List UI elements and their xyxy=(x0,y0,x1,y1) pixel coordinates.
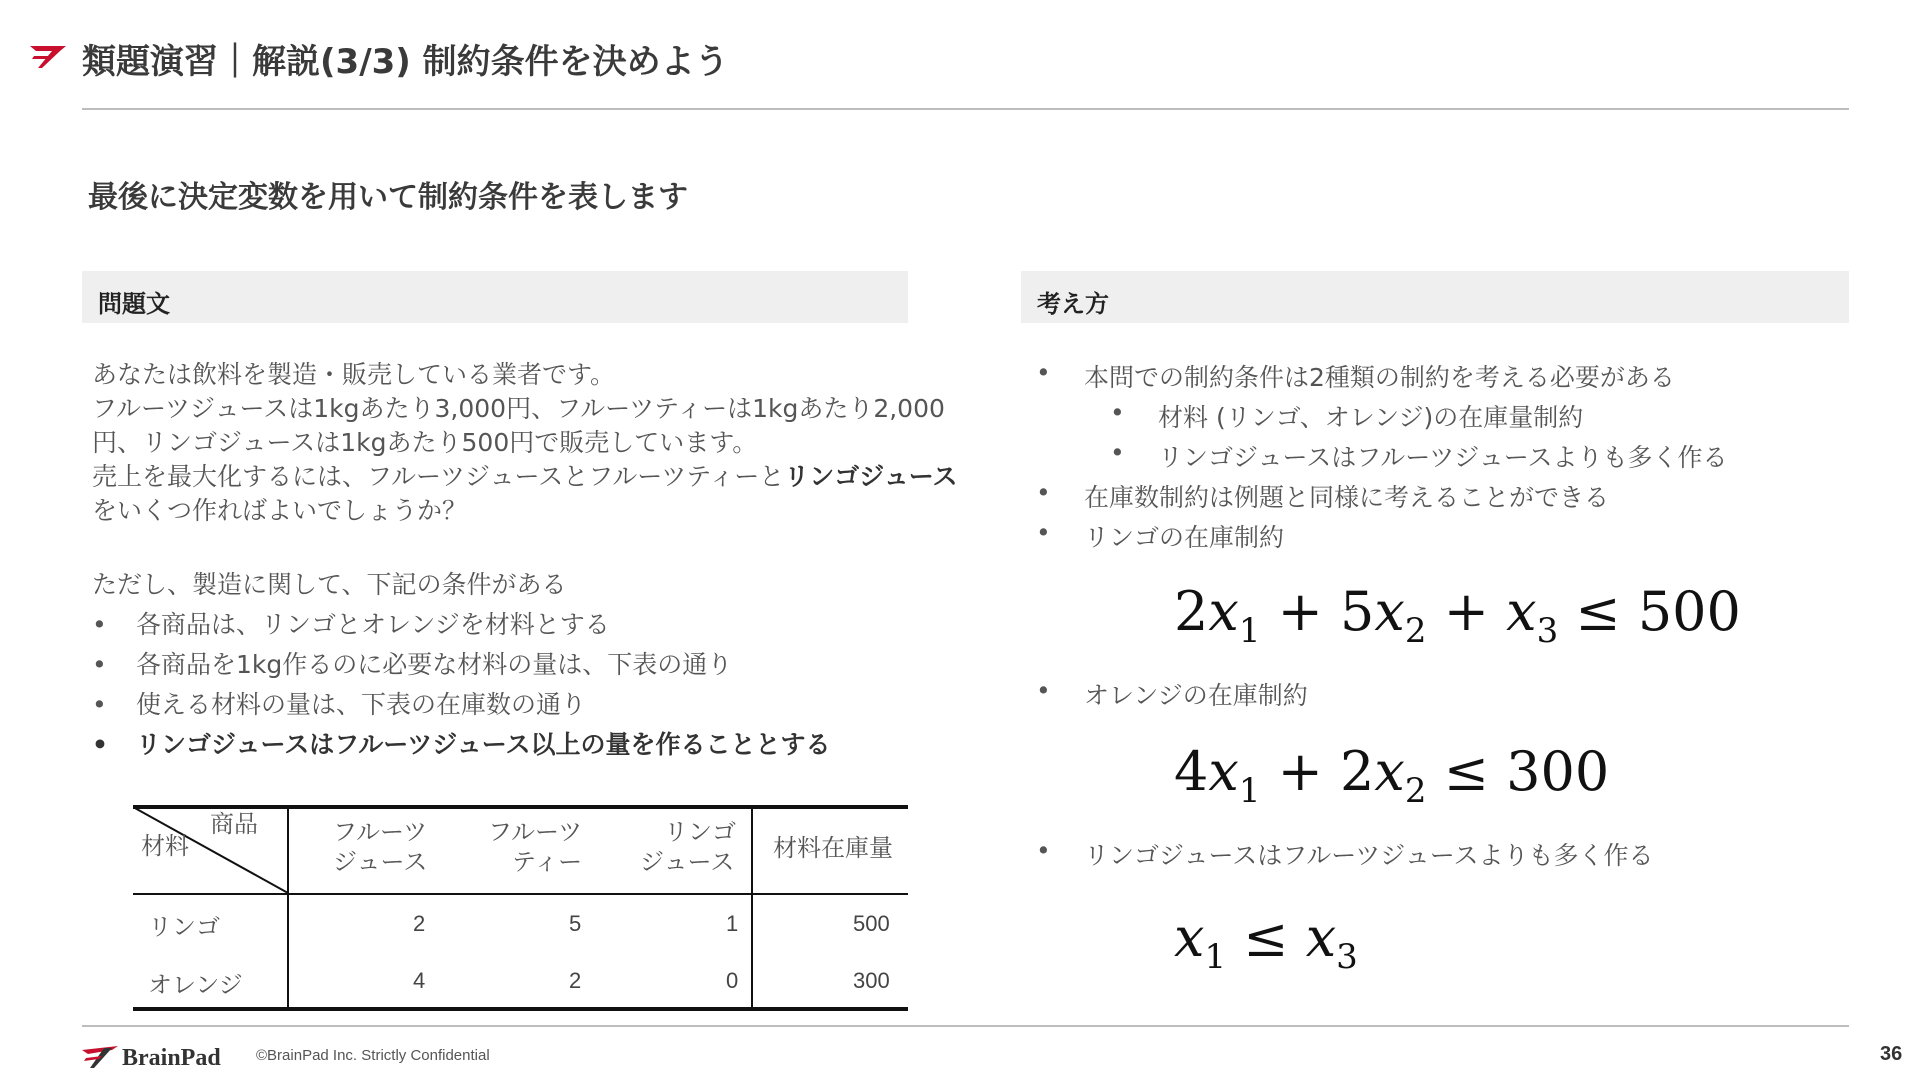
condition-item: • 各商品は、リンゴとオレンジを材料とする xyxy=(92,610,610,639)
table-cell: 5 xyxy=(569,911,582,936)
row-label: オレンジ xyxy=(148,971,243,999)
page-number: 36 xyxy=(1880,1043,1903,1065)
corner-material-label: 材料 xyxy=(141,832,189,860)
condition-item-bold: • リンゴジュースはフルーツジュース以上の量を作ることとする xyxy=(92,730,831,759)
stock-header: 材料在庫量 xyxy=(773,834,893,862)
page-title: 類題演習｜解説(3/3) 制約条件を決めよう xyxy=(82,42,729,82)
problem-para-3: 売上を最大化するには、フルーツジュースとフルーツティーとリンゴジュースをいくつ作ればよいでしょうか？ xyxy=(92,462,958,525)
brainpad-logo-icon xyxy=(30,44,66,70)
problem-text xyxy=(92,358,972,762)
problem-heading: 問題文 xyxy=(82,271,908,323)
table-cell: 4 xyxy=(413,968,426,993)
problem-para-1: あなたは飲料を製造・販売している業者です。 xyxy=(92,360,616,389)
title-divider xyxy=(82,108,1849,110)
condition-item: • 使える材料の量は、下表の在庫数の通り xyxy=(92,690,587,719)
table-cell: 300 xyxy=(853,968,890,993)
footer-brand-logo xyxy=(82,1040,242,1070)
footer-logo-text: BrainPad xyxy=(122,1045,221,1070)
column-header: リンゴ ジュース xyxy=(640,818,736,876)
apple-constraint-equation: $2x_1 + 5x_2 + x_3 \le 500$ xyxy=(1174,580,1741,651)
column-header: フルーツ ジュース xyxy=(333,818,428,876)
table-cell: 500 xyxy=(853,911,890,936)
slide-subtitle: 最後に決定変数を用いて制約条件を表します xyxy=(88,180,688,215)
corner-product-label: 商品 xyxy=(210,810,258,838)
conditions-intro: ただし、製造に関して、下記の条件がある xyxy=(92,570,567,599)
table-cell: 2 xyxy=(569,968,582,993)
row-label: リンゴ xyxy=(148,913,220,941)
problem-para-2: フルーツジュースは1kgあたり3,000円、フルーツティーは1kgあたり2,000円、リンゴジュースは1kgあたり500円で販売しています。 xyxy=(92,394,945,457)
approach-heading: 考え方 xyxy=(1021,271,1849,323)
orange-constraint-equation: $4x_1 + 2x_2 \le 300$ xyxy=(1174,740,1610,811)
material-table xyxy=(133,805,908,1011)
copyright-notice: ©BrainPad Inc. Strictly Confidential xyxy=(256,1047,490,1064)
table-cell: 2 xyxy=(413,911,426,936)
table-cell: 0 xyxy=(726,968,739,993)
juice-ratio-equation: $x_1 \le x_3$ xyxy=(1174,906,1358,977)
footer-divider xyxy=(82,1025,1849,1027)
table-bottom-rule xyxy=(133,1007,908,1011)
column-header: フルーツ ティー xyxy=(488,818,583,876)
condition-item: • 各商品を1kg作るのに必要な材料の量は、下表の通り xyxy=(92,650,733,679)
table-divider xyxy=(751,805,753,1011)
problem-bold-term: リンゴジュース xyxy=(784,462,958,491)
table-cell: 1 xyxy=(726,911,739,936)
